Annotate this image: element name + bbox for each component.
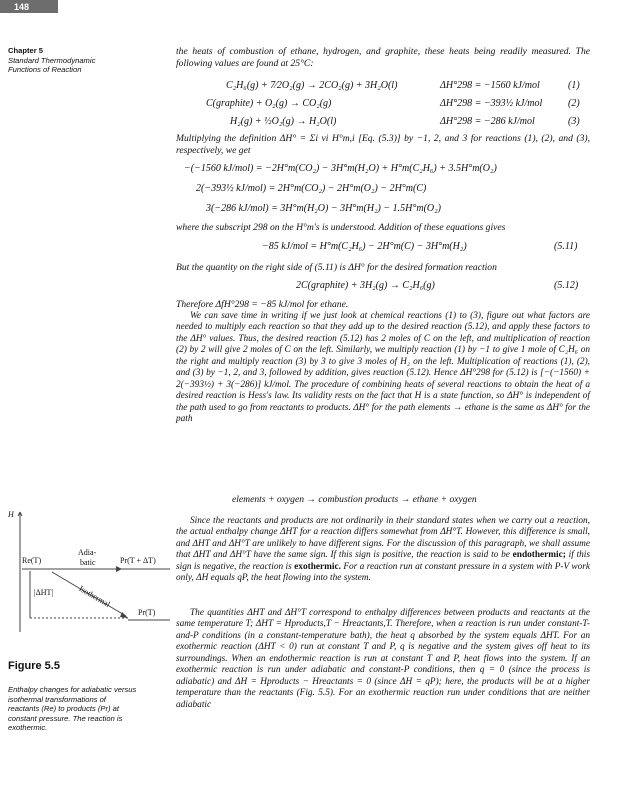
- therefore-text: Therefore ΔfH°298 = −85 kJ/mol for ethane.: [176, 299, 349, 310]
- figure-axis-label: H: [8, 510, 14, 519]
- figure-isothermal-label: Isothermal: [77, 584, 112, 609]
- since-text-c: For a reaction run at constant pressure in a system with P-V work only, ΔH equals qP, the heat flowing into the system.: [176, 561, 590, 584]
- figure-adiabatic-label-1: Adia-: [78, 548, 97, 557]
- reaction-2-number: (2): [568, 98, 580, 109]
- multiplying-text: Multiplying the definition ΔH° = Σi νi H°m,i [Eq. (5.3)] by −1, 2, and 3 for reactions (1), (2), and (3), respectively, we get: [176, 133, 590, 156]
- reaction-2-enthalpy: [440, 98, 542, 109]
- path-line: elements + oxygen → combustion products → ethane + oxygen: [232, 494, 477, 505]
- reaction-enthalpy: ΔH°298 = −1560 kJ/mol: [440, 80, 540, 91]
- subscript-paragraph: [176, 222, 590, 234]
- page-number: 148: [14, 2, 30, 12]
- reaction-1-number: (1): [568, 80, 580, 91]
- therefore-paragraph: [176, 299, 590, 311]
- eq-5-12: 2C(graphite) + 3H₂(g) → C₂H₆(g): [296, 280, 435, 291]
- adiabatic-arrowhead: [116, 566, 122, 572]
- reaction-2: [206, 98, 331, 109]
- multiplying-paragraph: [176, 133, 590, 156]
- figure-label: Figure 5.5: [8, 660, 60, 672]
- since-text-b: if this sign is negative, the reaction is: [176, 550, 591, 572]
- since-paragraph: [176, 516, 590, 585]
- reaction-1: [226, 80, 397, 91]
- figure-pr-label: Pr(T): [138, 608, 156, 617]
- multiplied-eq-2: 2(−393½ kJ/mol) = 2H°m(CO₂) − 2H°m(O₂) − 2H°m(C): [196, 183, 427, 194]
- reaction-3-enthalpy: [440, 116, 535, 127]
- quantities-text: The quantities ΔHT and ΔH°T correspond to enthalpy differences between products and reactants at the same temperature T; ΔHT = Hproducts,T − Hreactants,T. Therefore, when a reaction is run under constant-T-and-P conditions (in a constant-temperature bath), the heat q absorbed by the system equals ΔHT. For an exothermic reaction (ΔHT < 0) run at constant T and P, q is negative and the system gives off heat to its surroundings. When an endothermic reaction is run at constant T and P, heat flows into the system. If an exothermic reaction is run under adiabatic and constant-P conditions, then q = 0 (since the process is adiabatic) and ΔH = Hproducts − Hreactants = 0 (since ΔH = qP); here, the products will be at a higher temperature than the reactants (Fig. 5.5). For an exothermic reaction run under conditions that are neither adiabatic: [176, 608, 590, 710]
- figure-pr-hot-label: Pr(T + ΔT): [120, 556, 156, 565]
- multiplied-eq-1: −(−1560 kJ/mol) = −2H°m(CO₂) − 3H°m(H₂O) + H°m(C₂H₆) + 3.5H°m(O₂): [184, 163, 497, 174]
- hess-text: We can save time in writing if we just look at chemical reactions (1) to (3), figure out what factors are needed to multiply each reaction so that they add up to the desired reaction (5.12), and apply these factors to the ΔH° values. Thus, the desired reaction (5.12) has 2 moles of C on the left, and multiplication of reaction (2) by 2 will give 2 moles of C on the left. Similarly, we multiply reaction (1) by −1 to give 1 mole of C₂H₆ on the right and multiply reaction (3) by 3 to give 3 moles of H₂ on the left. Multiplication of reactions (1), (2), and (3) by −1, 2, and 3, followed by addition, gives reaction (5.12). Hence ΔH°298 for (5.12) is [−(−1560) + 2(−393½) + 3(−286)] kJ/mol. The procedure of combining heats of several reactions to obtain the heat of a desired reaction is Hess's law. Its validity rests on the fact that H is a state function, so ΔH° is independent of the path used to go from reactants to products. ΔH° for the path elements → ethane is the same as ΔH° for the path: [176, 311, 590, 425]
- since-text-a: Since the reactants and products are not ordinarily in their standard states when we carry out a reaction, the actual enthalpy change ΔHT for a reaction differs somewhat from ΔH°T. However, this difference is small, and ΔHT and ΔH°T are unlikely to have different signs. For the discussion of this paragraph, we shall assume that ΔHT and ΔH°T have the same sign. If this sign is positive, the reaction is said to be: [176, 516, 590, 561]
- reaction-3: [230, 116, 336, 127]
- figure-caption: Enthalpy changes for adiabatic versus isothermal transformations of reactants (Re) to products (Pr) at constant pressure. The reaction is exothermic.: [8, 685, 137, 733]
- chapter-title-line1: Standard Thermodynamic: [8, 55, 96, 65]
- keyword-endothermic: endothermic;: [512, 550, 566, 561]
- subscript-text: where the subscript 298 on the H°m's is understood. Addition of these equations gives: [176, 222, 506, 233]
- reaction-equation: H₂(g) + ½O₂(g) → H₂O(l): [230, 116, 337, 127]
- eq-5-12-number: (5.12): [554, 280, 579, 291]
- eq-5-11-number: (5.11): [554, 241, 578, 252]
- reaction-enthalpy: ΔH°298 = −286 kJ/mol: [440, 116, 535, 127]
- keyword-exothermic: exothermic.: [294, 561, 341, 572]
- figure-delta-label: |ΔHT|: [34, 588, 54, 597]
- intro-text: the heats of combustion of ethane, hydrogen, and graphite, these heats being readily measured. The following values are found at 25°C:: [176, 46, 590, 69]
- reaction-equation: C(graphite) + O₂(g) → CO₂(g): [206, 98, 332, 109]
- reaction-enthalpy: ΔH°298 = −393½ kJ/mol: [440, 98, 543, 109]
- figure-adiabatic-label-2: batic: [80, 558, 96, 567]
- but-text: But the quantity on the right side of (5.11) is ΔH° for the desired formation reaction: [176, 262, 497, 273]
- but-paragraph: [176, 262, 590, 274]
- reaction-equation: C₂H₆(g) + 7⁄2O₂(g) → 2CO₂(g) + 3H₂O(l): [226, 80, 398, 91]
- intro-paragraph: [176, 46, 590, 69]
- quantities-paragraph: [176, 608, 590, 711]
- eq-5-11: −85 kJ/mol = H°m(C₂H₆) − 2H°m(C) − 3H°m(H₂): [262, 241, 467, 252]
- reaction-1-enthalpy: [440, 80, 540, 91]
- chapter-sidebar: [8, 46, 138, 75]
- hess-paragraph: [176, 311, 590, 426]
- figure-5-5-diagram: [8, 508, 176, 632]
- reaction-3-number: (3): [568, 116, 580, 127]
- chapter-label: Chapter 5: [8, 46, 44, 55]
- figure-re-label: Re(T): [22, 556, 42, 565]
- since-text: [176, 516, 590, 585]
- multiplied-eq-3: 3(−286 kJ/mol) = 3H°m(H₂O) − 3H°m(H₂) − 1.5H°m(O₂): [206, 203, 441, 214]
- page-number-tab: [0, 0, 58, 13]
- chapter-title-line2: Functions of Reaction: [8, 65, 82, 74]
